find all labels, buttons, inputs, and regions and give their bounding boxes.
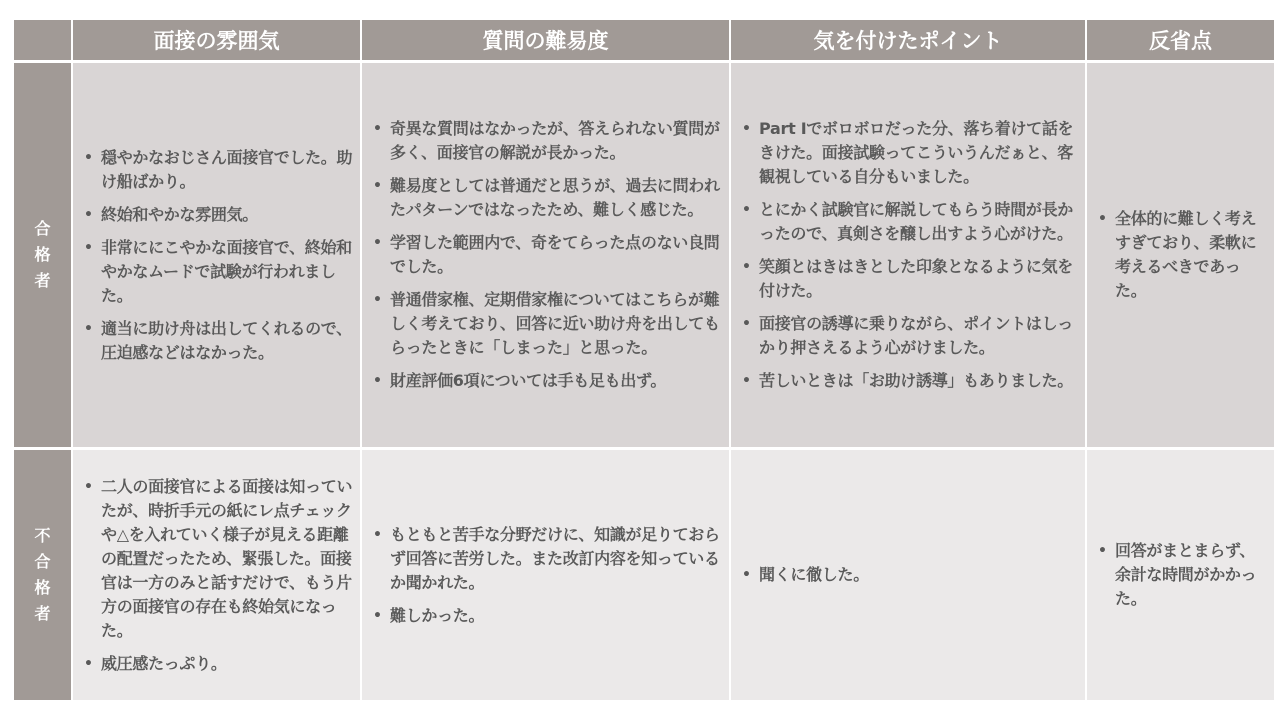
row-label-char: 格 xyxy=(34,578,51,597)
list-item xyxy=(739,198,1081,246)
list-item xyxy=(739,255,1081,303)
list-item-text: 穏やかなおじさん面接官でした。助け船ばかり。 xyxy=(101,147,353,191)
bullet-icon: • xyxy=(373,178,382,194)
bullet-icon: • xyxy=(373,373,382,389)
list-item xyxy=(370,369,725,393)
list-item-text: 苦しいときは「お助け誘導」もありました。 xyxy=(759,371,1074,390)
list-item-text: 普通借家権、定期借家権についてはこちらが難しく考えており、回答に近い助け舟を出してもらったときに「しまった」と思った。 xyxy=(390,290,720,357)
list-item-text: 終始和やかな雰囲気。 xyxy=(101,204,259,224)
bullet-icon: • xyxy=(373,526,382,543)
bullet-icon: • xyxy=(84,206,93,223)
list-item xyxy=(370,117,725,165)
passed-reflection-cell xyxy=(1087,63,1274,447)
failed-atmosphere-cell xyxy=(73,450,360,700)
bullet-icon: • xyxy=(84,149,93,166)
bullet-icon: • xyxy=(742,121,751,137)
bullet-icon: • xyxy=(84,478,93,495)
header-atmosphere: 面接の雰囲気 xyxy=(73,20,360,60)
list-item-text: 威圧感たっぷり。 xyxy=(101,653,227,673)
bullet-icon: • xyxy=(84,239,93,256)
header-difficulty: 質問の難易度 xyxy=(362,20,729,60)
bullet-icon: • xyxy=(84,655,93,672)
list-item-text: 聞くに徹した。 xyxy=(759,565,869,584)
bullet-icon: • xyxy=(373,292,382,308)
bullet-icon: • xyxy=(373,235,382,251)
header-points: 気を付けたポイント xyxy=(731,20,1085,60)
list-item-text: 笑顔とはきはきとした印象となるように気を付けた。 xyxy=(759,257,1074,300)
list-item-text: もともと苦手な分野だけに、知識が足りておらず回答に苦労した。また改訂内容を知っているか聞かれた。 xyxy=(390,524,720,592)
row-label-char: 合 xyxy=(34,552,51,571)
row-label-passed xyxy=(14,63,71,447)
bullet-icon: • xyxy=(742,316,751,332)
bullet-icon: • xyxy=(742,259,751,275)
passed-atmosphere-cell xyxy=(73,63,360,447)
bullet-icon: • xyxy=(373,121,382,137)
failed-difficulty-cell xyxy=(362,450,729,700)
bullet-icon: • xyxy=(742,373,751,389)
failed-reflection-cell xyxy=(1087,450,1274,700)
failed-reflection-list xyxy=(1095,539,1270,611)
passed-points-list xyxy=(739,117,1081,393)
list-item xyxy=(370,231,725,279)
list-item xyxy=(370,174,725,222)
list-item-text: 財産評価6項については手も足も出ず。 xyxy=(390,371,667,390)
list-item xyxy=(81,475,356,643)
bullet-icon: • xyxy=(742,202,751,218)
list-item xyxy=(1095,207,1270,303)
failed-points-list xyxy=(739,563,1081,587)
header-reflection: 反省点 xyxy=(1087,20,1274,60)
list-item xyxy=(1095,539,1270,611)
row-label-char: 者 xyxy=(34,271,51,290)
list-item-text: 難易度としては普通だと思うが、過去に問われたパターンではなったため、難しく感じた。 xyxy=(390,176,720,219)
list-item-text: 回答がまとまらず、余計な時間がかかった。 xyxy=(1115,541,1257,608)
list-item-text: Part Ⅰでボロボロだった分、落ち着けて話をきけた。面接試験ってこういうんだぁと、客観視している自分もいました。 xyxy=(759,119,1074,186)
list-item-text: 奇異な質問はなかったが、答えられない質問が多く、面接官の解説が長かった。 xyxy=(390,119,720,162)
row-label-char: 格 xyxy=(34,245,51,264)
list-item xyxy=(370,604,725,628)
list-item-text: 面接官の誘導に乗りながら、ポイントはしっかり押さえるよう心がけました。 xyxy=(759,314,1074,357)
list-item xyxy=(81,146,356,194)
passed-atmosphere-list xyxy=(81,146,356,365)
bullet-icon: • xyxy=(373,607,382,624)
interview-comparison-table xyxy=(14,20,1266,700)
passed-difficulty-list xyxy=(370,117,725,393)
bullet-icon: • xyxy=(1098,543,1107,559)
failed-points-cell xyxy=(731,450,1085,700)
header-corner xyxy=(14,20,71,60)
list-item-text: 全体的に難しく考えすぎており、柔軟に考えるべきであった。 xyxy=(1115,209,1257,300)
list-item xyxy=(739,563,1081,587)
list-item-text: 難しかった。 xyxy=(390,605,485,625)
list-item xyxy=(81,652,356,676)
bullet-icon: • xyxy=(742,567,751,583)
bullet-icon: • xyxy=(84,320,93,337)
passed-difficulty-cell xyxy=(362,63,729,447)
list-item-text: 二人の面接官による面接は知っていたが、時折手元の紙にレ点チェックや△を入れていく様子が見える距離の配置だったため、緊張した。面接官は一方のみと話すだけで、もう片方の面接官の存在も終始気になった。 xyxy=(101,476,353,640)
list-item xyxy=(370,523,725,595)
failed-atmosphere-list xyxy=(81,475,356,676)
row-label-char: 者 xyxy=(34,604,51,623)
list-item-text: 適当に助け舟は出してくれるので、圧迫感などはなかった。 xyxy=(101,318,352,362)
failed-difficulty-list xyxy=(370,523,725,628)
row-label-failed xyxy=(14,450,71,700)
passed-reflection-list xyxy=(1095,207,1270,303)
list-item xyxy=(81,203,356,227)
list-item xyxy=(81,236,356,308)
list-item xyxy=(739,117,1081,189)
list-item-text: 非常ににこやかな面接官で、終始和やかなムードで試験が行われました。 xyxy=(101,237,352,305)
list-item xyxy=(739,312,1081,360)
passed-points-cell xyxy=(731,63,1085,447)
row-label-char: 不 xyxy=(34,526,51,545)
list-item-text: 学習した範囲内で、奇をてらった点のない良問でした。 xyxy=(390,233,720,276)
list-item xyxy=(370,288,725,360)
row-label-char: 合 xyxy=(34,219,51,238)
list-item-text: とにかく試験官に解説してもらう時間が長かったので、真剣さを醸し出すよう心がけた。 xyxy=(759,200,1074,243)
list-item xyxy=(81,317,356,365)
bullet-icon: • xyxy=(1098,211,1107,227)
list-item xyxy=(739,369,1081,393)
